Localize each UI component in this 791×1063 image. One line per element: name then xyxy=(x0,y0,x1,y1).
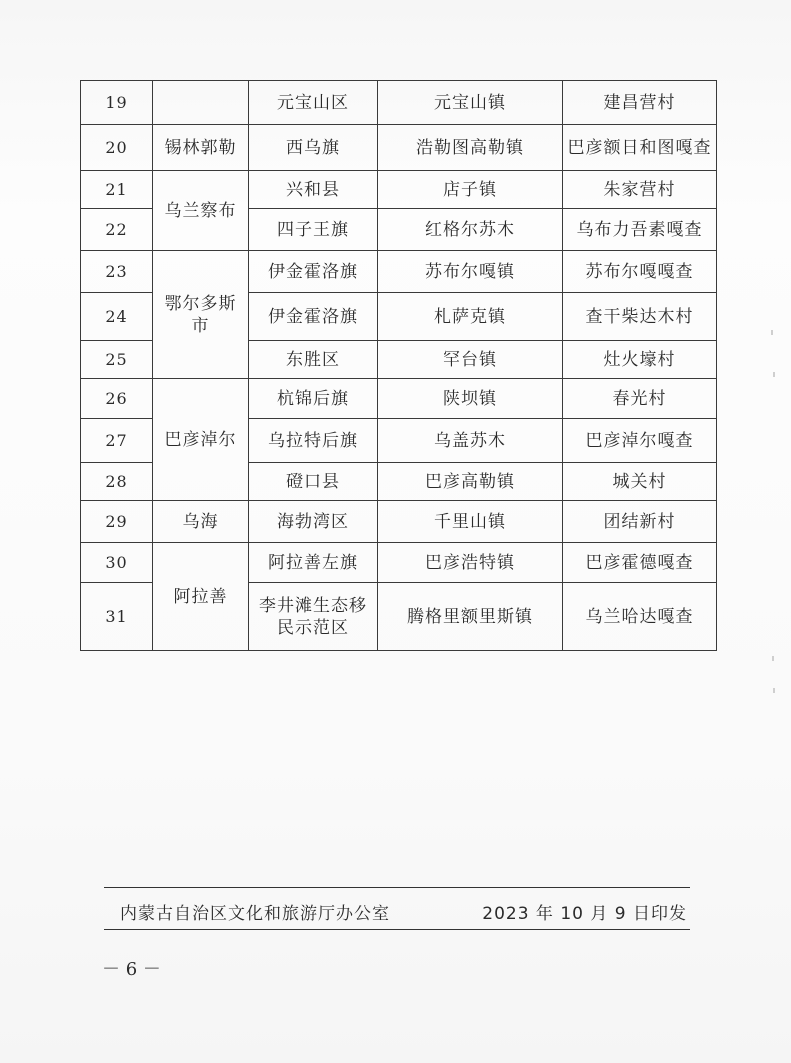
village-cell: 巴彦淖尔嘎查 xyxy=(563,419,717,463)
county-cell: 磴口县 xyxy=(249,463,378,501)
page-number: － 6 － xyxy=(102,959,161,980)
row-number: 21 xyxy=(81,171,153,209)
row-number: 30 xyxy=(81,543,153,583)
table-row xyxy=(81,81,717,125)
county-cell: 李井滩生态移民示范区 xyxy=(249,583,378,651)
village-cell: 乌兰哈达嘎查 xyxy=(563,583,717,651)
table-row xyxy=(81,171,717,209)
city-cell: 锡林郭勒 xyxy=(153,125,249,171)
table-row xyxy=(81,251,717,293)
county-cell: 四子王旗 xyxy=(249,209,378,251)
county-cell: 海勃湾区 xyxy=(249,501,378,543)
row-number: 26 xyxy=(81,379,153,419)
row-number: 25 xyxy=(81,341,153,379)
footer-top-rule xyxy=(104,887,690,888)
city-cell: 阿拉善 xyxy=(153,543,249,651)
town-cell: 红格尔苏木 xyxy=(378,209,563,251)
county-cell: 阿拉善左旗 xyxy=(249,543,378,583)
town-cell: 店子镇 xyxy=(378,171,563,209)
city-cell: 巴彦淖尔 xyxy=(153,379,249,501)
county-cell: 西乌旗 xyxy=(249,125,378,171)
table-row xyxy=(81,125,717,171)
town-cell: 巴彦浩特镇 xyxy=(378,543,563,583)
village-cell: 朱家营村 xyxy=(563,171,717,209)
row-number: 28 xyxy=(81,463,153,501)
row-number: 27 xyxy=(81,419,153,463)
row-number: 29 xyxy=(81,501,153,543)
issue-date: 2023 年 10 月 9 日印发 xyxy=(482,904,687,924)
county-cell: 兴和县 xyxy=(249,171,378,209)
village-cell: 查干柴达木村 xyxy=(563,293,717,341)
row-number: 23 xyxy=(81,251,153,293)
row-number: 19 xyxy=(81,81,153,125)
town-cell: 陕坝镇 xyxy=(378,379,563,419)
village-cell: 城关村 xyxy=(563,463,717,501)
scan-speck xyxy=(772,656,774,661)
town-cell: 乌盖苏木 xyxy=(378,419,563,463)
village-cell: 团结新村 xyxy=(563,501,717,543)
city-cell: 鄂尔多斯市 xyxy=(153,251,249,379)
village-cell: 巴彦额日和图嘎查 xyxy=(563,125,717,171)
town-cell: 罕台镇 xyxy=(378,341,563,379)
city-cell xyxy=(153,81,249,125)
town-cell: 苏布尔嘎镇 xyxy=(378,251,563,293)
scan-speck xyxy=(771,330,773,335)
row-number: 31 xyxy=(81,583,153,651)
village-cell: 建昌营村 xyxy=(563,81,717,125)
county-cell: 伊金霍洛旗 xyxy=(249,251,378,293)
village-table xyxy=(80,80,717,651)
row-number: 24 xyxy=(81,293,153,341)
county-cell: 元宝山区 xyxy=(249,81,378,125)
village-cell: 乌布力吾素嘎查 xyxy=(563,209,717,251)
county-cell: 杭锦后旗 xyxy=(249,379,378,419)
town-cell: 札萨克镇 xyxy=(378,293,563,341)
town-cell: 千里山镇 xyxy=(378,501,563,543)
city-cell: 乌兰察布 xyxy=(153,171,249,251)
county-cell: 乌拉特后旗 xyxy=(249,419,378,463)
village-cell: 春光村 xyxy=(563,379,717,419)
town-cell: 浩勒图高勒镇 xyxy=(378,125,563,171)
county-cell: 东胜区 xyxy=(249,341,378,379)
village-cell: 苏布尔嘎嘎查 xyxy=(563,251,717,293)
town-cell: 腾格里额里斯镇 xyxy=(378,583,563,651)
village-cell: 巴彦霍德嘎查 xyxy=(563,543,717,583)
table-row xyxy=(81,543,717,583)
table-row xyxy=(81,501,717,543)
town-cell: 元宝山镇 xyxy=(378,81,563,125)
row-number: 20 xyxy=(81,125,153,171)
village-cell: 灶火壕村 xyxy=(563,341,717,379)
city-cell: 乌海 xyxy=(153,501,249,543)
table-row xyxy=(81,379,717,419)
footer-bottom-rule xyxy=(104,929,690,930)
row-number: 22 xyxy=(81,209,153,251)
town-cell: 巴彦高勒镇 xyxy=(378,463,563,501)
scan-speck xyxy=(773,372,775,377)
county-cell: 伊金霍洛旗 xyxy=(249,293,378,341)
scan-speck xyxy=(773,688,775,693)
issuer-name: 内蒙古自治区文化和旅游厅办公室 xyxy=(120,904,390,924)
